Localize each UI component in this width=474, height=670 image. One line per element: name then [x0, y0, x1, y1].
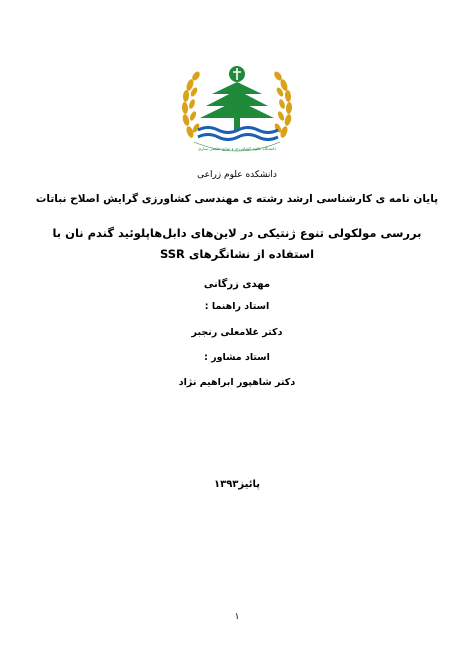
thesis-title-line-2: استفاده از نشانگرهای SSR — [159, 247, 315, 261]
logo-ring-text: دانشگاه علوم کشاورزی و منابع طبیعی ساری — [197, 146, 277, 151]
thesis-type: پایان نامه ی کارشناسی ارشد رشته ی مهندسی کشاورزی گرایش اصلاح نباتات — [35, 193, 439, 205]
date: پائیز۱۳۹۳ — [214, 479, 260, 490]
thesis-title-line-1: بررسی مولکولی تنوع ژنتیکی در لاین‌های دابل‌هاپلوئید گندم نان با — [52, 226, 422, 240]
author-name: مهدی زرگانی — [203, 279, 271, 290]
wheat-right-icon — [273, 70, 293, 138]
page-number: ۱ — [234, 612, 240, 622]
supervisor-name: دکتر غلامعلی رنجبر — [191, 327, 283, 338]
water-waves-icon — [198, 128, 278, 140]
advisor-label: استاد مشاور : — [204, 352, 270, 363]
supervisor-label: استاد راهنما : — [204, 301, 270, 312]
advisor-name: دکتر شاهپور ابراهیم نژاد — [178, 377, 296, 388]
university-logo-icon — [178, 62, 296, 158]
faculty-name: دانشکده علوم زراعی — [197, 170, 277, 180]
